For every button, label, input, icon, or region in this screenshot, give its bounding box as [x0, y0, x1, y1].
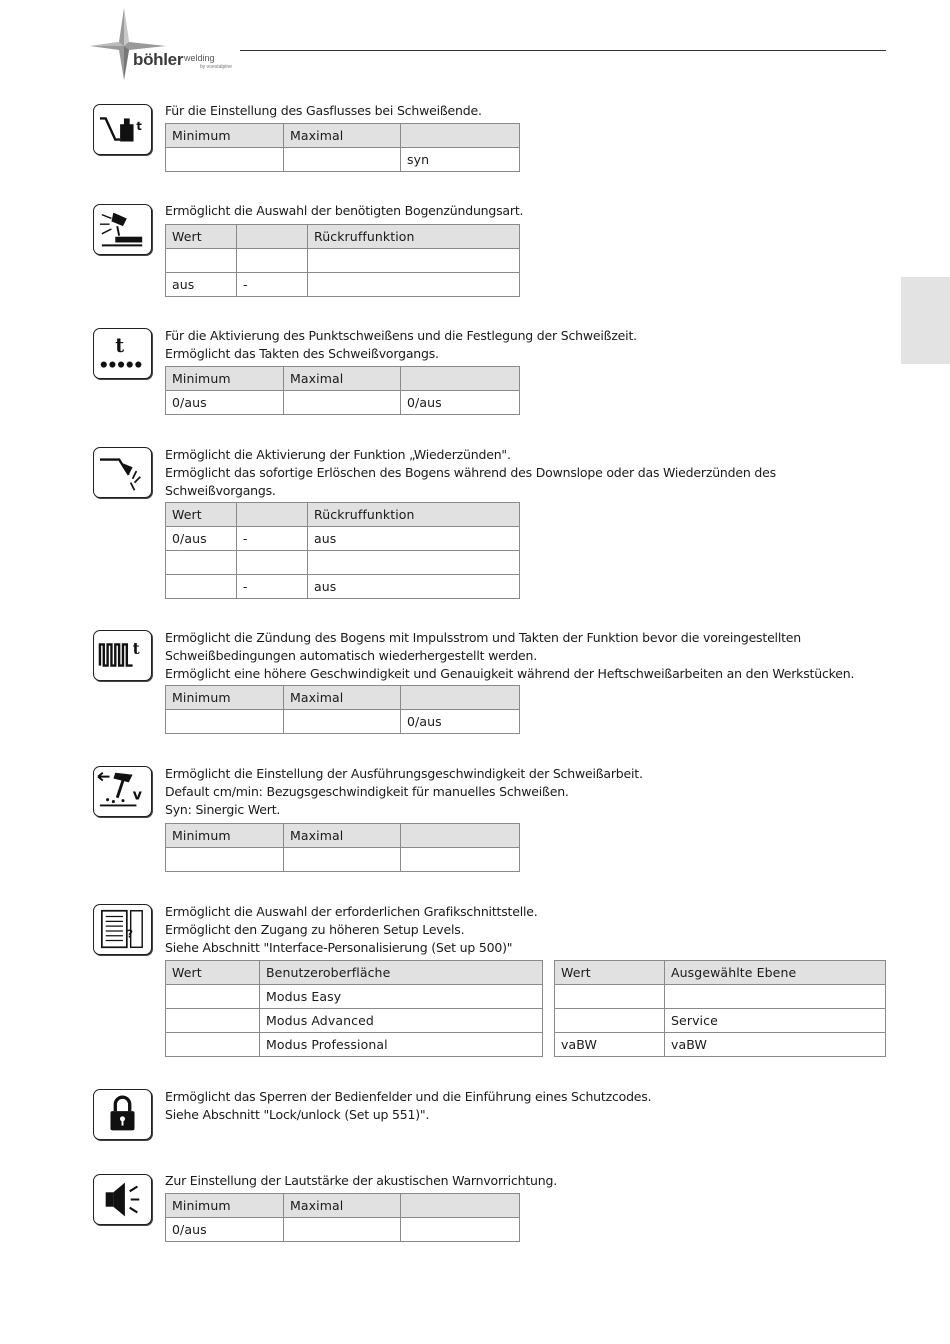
- header-cell: [237, 503, 308, 527]
- table-cell: -: [237, 575, 308, 599]
- header-cell: Wert: [166, 961, 260, 985]
- table-cell: [166, 575, 237, 599]
- header-cell: Benutzeroberfläche: [260, 961, 543, 985]
- interface-table: [165, 960, 543, 1057]
- speaker-icon: [93, 1174, 152, 1225]
- table-cell: [665, 985, 886, 1009]
- description-line: Zur Einstellung der Lautstärke der akustischen Warnvorrichtung.: [165, 1173, 557, 1188]
- header-cell: [401, 1194, 520, 1218]
- header-cell: Rückruffunktion: [308, 503, 520, 527]
- brand-tag: by voestalpine: [200, 64, 232, 70]
- svg-text:t: t: [115, 334, 125, 358]
- brand-sub: welding: [184, 53, 215, 63]
- description-line: Schweißvorgangs.: [165, 483, 276, 498]
- header-cell: Minimum: [166, 367, 284, 391]
- table-cell: [166, 848, 284, 872]
- table-cell: aus: [308, 575, 520, 599]
- description-line: Ermöglicht die Aktivierung der Funktion „Wiederzünden".: [165, 447, 511, 462]
- table-cell: [166, 985, 260, 1009]
- interface-icon: [93, 904, 152, 955]
- table-cell: syn: [401, 148, 520, 172]
- header-cell: Maximal: [284, 124, 401, 148]
- description: [165, 1088, 651, 1124]
- restart-icon: [93, 447, 152, 498]
- description-line: Siehe Abschnitt "Lock/unlock (Set up 551)".: [165, 1107, 430, 1122]
- description-line: Ermöglicht die Auswahl der benötigten Bogenzündungsart.: [165, 203, 524, 218]
- description-line: Ermöglicht eine höhere Geschwindigkeit und Genauigkeit während der Heftschweißarbeiten an den Werkstücken.: [165, 666, 855, 681]
- header-rule: [240, 50, 886, 51]
- description: [165, 446, 776, 500]
- table-cell: [284, 391, 401, 415]
- header-cell: [401, 686, 520, 710]
- header-cell: Maximal: [284, 686, 401, 710]
- parameter-table: [165, 366, 520, 415]
- description-line: Ermöglicht die Zündung des Bogens mit Impulsstrom und Takten der Funktion bevor die voreingestellten: [165, 630, 802, 645]
- table-cell: [284, 848, 401, 872]
- header-cell: Maximal: [284, 1194, 401, 1218]
- description: [165, 327, 637, 363]
- header-cell: Minimum: [166, 824, 284, 848]
- table-cell: 0/aus: [166, 527, 237, 551]
- level-table: [554, 960, 886, 1057]
- lock-icon: [93, 1089, 152, 1140]
- parameter-table: [165, 224, 520, 297]
- header-cell: [401, 367, 520, 391]
- description: [165, 102, 482, 120]
- description: [165, 765, 643, 819]
- table-cell: [237, 249, 308, 273]
- table-cell: 0/aus: [166, 391, 284, 415]
- header-cell: [401, 824, 520, 848]
- description-line: Syn: Sinergic Wert.: [165, 802, 281, 817]
- header-cell: Minimum: [166, 686, 284, 710]
- header-cell: Wert: [166, 503, 237, 527]
- table-cell: [166, 1009, 260, 1033]
- header-cell: Rückruffunktion: [308, 225, 520, 249]
- welding-speed-icon: [93, 766, 152, 817]
- table-cell: 0/aus: [401, 391, 520, 415]
- parameter-table: [165, 685, 520, 734]
- header-cell: Minimum: [166, 1194, 284, 1218]
- table-cell: Modus Advanced: [260, 1009, 543, 1033]
- table-cell: -: [237, 273, 308, 297]
- table-cell: Modus Easy: [260, 985, 543, 1009]
- table-cell: [308, 551, 520, 575]
- table-cell: [166, 148, 284, 172]
- table-cell: Modus Professional: [260, 1033, 543, 1057]
- header-cell: Maximal: [284, 367, 401, 391]
- table-cell: [555, 1009, 665, 1033]
- table-cell: aus: [308, 527, 520, 551]
- description: [165, 629, 854, 683]
- parameter-table: [165, 1193, 520, 1242]
- table-cell: [284, 148, 401, 172]
- table-cell: 0/aus: [401, 710, 520, 734]
- header-cell: Wert: [166, 225, 237, 249]
- parameter-table: [165, 502, 520, 599]
- table-cell: [284, 710, 401, 734]
- header-cell: Ausgewählte Ebene: [665, 961, 886, 985]
- header-cell: [237, 225, 308, 249]
- header-cell: Minimum: [166, 124, 284, 148]
- header-cell: [401, 124, 520, 148]
- svg-text:v: v: [132, 787, 142, 804]
- table-cell: [284, 1218, 401, 1242]
- description-line: Ermöglicht die Einstellung der Ausführungsgeschwindigkeit der Schweißarbeit.: [165, 766, 643, 781]
- table-cell: Service: [665, 1009, 886, 1033]
- table-cell: aus: [166, 273, 237, 297]
- parameter-table: [165, 123, 520, 172]
- table-cell: vaBW: [665, 1033, 886, 1057]
- brand-name: böhler: [133, 50, 184, 69]
- table-cell: [308, 249, 520, 273]
- table-cell: [166, 551, 237, 575]
- description-line: Ermöglicht die Auswahl der erforderlichen Grafikschnittstelle.: [165, 904, 538, 919]
- description-line: Für die Aktivierung des Punktschweißens und die Festlegung der Schweißzeit.: [165, 328, 637, 343]
- svg-text:t: t: [132, 640, 140, 659]
- header-cell: Maximal: [284, 824, 401, 848]
- spot-time-icon: [93, 328, 152, 379]
- table-cell: -: [237, 527, 308, 551]
- description-line: Default cm/min: Bezugsgeschwindigkeit für manuelles Schweißen.: [165, 784, 569, 799]
- description-line: Ermöglicht das Sperren der Bedienfelder und die Einführung eines Schutzcodes.: [165, 1089, 652, 1104]
- description-line: Für die Einstellung des Gasflusses bei Schweißende.: [165, 103, 482, 118]
- header-cell: Wert: [555, 961, 665, 985]
- description: [165, 1172, 557, 1190]
- table-cell: [555, 985, 665, 1009]
- description-line: Ermöglicht das sofortige Erlöschen des Bogens während des Downslope oder das Wiederzünden des: [165, 465, 776, 480]
- table-cell: [166, 1033, 260, 1057]
- gas-postflow-icon: [93, 104, 152, 155]
- table-cell: [237, 551, 308, 575]
- parameter-table: [165, 823, 520, 872]
- pulse-tack-icon: [93, 630, 152, 681]
- table-cell: [401, 848, 520, 872]
- table-cell: [401, 1218, 520, 1242]
- svg-text:?: ?: [126, 928, 133, 941]
- description-line: Ermöglicht das Takten des Schweißvorgangs.: [165, 346, 439, 361]
- description: [165, 202, 523, 220]
- description-line: Schweißbedingungen automatisch wiederhergestellt werden.: [165, 648, 538, 663]
- chapter-tab: [901, 277, 950, 364]
- table-cell: [308, 273, 520, 297]
- description-line: Ermöglicht den Zugang zu höheren Setup Levels.: [165, 922, 465, 937]
- arc-ignition-icon: [93, 204, 152, 255]
- svg-text:t: t: [136, 118, 142, 133]
- table-cell: [166, 249, 237, 273]
- description: [165, 903, 538, 957]
- table-cell: vaBW: [555, 1033, 665, 1057]
- description-line: Siehe Abschnitt "Interface-Personalisierung (Set up 500)": [165, 940, 513, 955]
- table-cell: 0/aus: [166, 1218, 284, 1242]
- table-cell: [166, 710, 284, 734]
